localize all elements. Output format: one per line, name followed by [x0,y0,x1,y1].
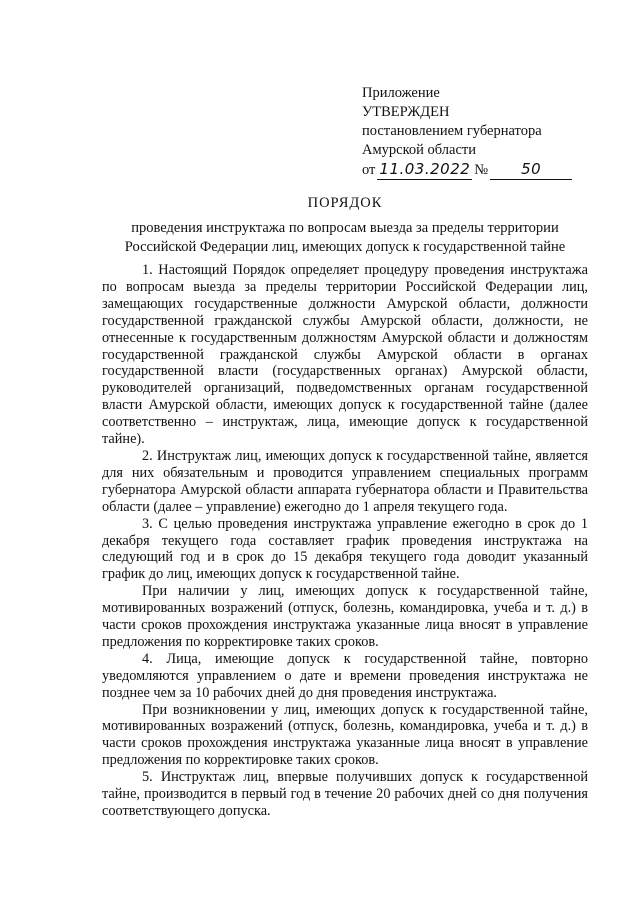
paragraph-4-note: При возникновении у лиц, имеющих допуск к государственной тайне, мотивированных возражений (отпуск, болезнь, командировка, учеба и т. д.) в части сроков прохождения инструктажа указанные лица вносят в управление предложения по корректировке таких сроков. [102,701,588,769]
approval-decree-label: постановлением губернатора [362,123,542,139]
approval-number-label: № [474,162,489,178]
paragraph-3: 3. С целью проведения инструктажа управление ежегодно в срок до 1 декабря текущего года составляет график проведения инструктажа на следующий год и в срок до 15 декабря текущего года доводит указанный график до лиц, имеющих допуск к государственной тайне. [102,515,588,583]
approval-date-handwritten: 11.03.2022 [379,160,471,178]
approval-region-label: Амурской области [362,142,476,158]
paragraph-5: 5. Инструктаж лиц, впервые получивших допуск к государственной тайне, производится в первый год в течение 20 рабочих дней со дня получения соответствующего допуска. [102,769,588,819]
approval-block [362,84,582,180]
paragraph-2: 2. Инструктаж лиц, имеющих допуск к государственной тайне, является для них обязательным и проводится управлением специальных программ губернатора Амурской области аппарата губернатора области и Правительства области (далее – управление) ежегодно до 1 апреля текущего года. [102,447,588,515]
paragraph-1: 1. Настоящий Порядок определяет процедуру проведения инструктажа по вопросам выезда за пределы территории Российской Федерации лиц, замещающих государственные должности Амурской области, должности государственной гражданской службы Амурской области, должности, не отнесенные к государственным должностям Амурской области и должностям государственной гражданской службы Амурской области в органах государственной власти (государственных органах) Амурской области, руководителей организаций, подведомственных органам государственной власти Амурской области, имеющих допуск к государственной тайне (далее соответственно – инструктаж, лица, имеющие допуск к государственной тайне). [102,262,588,448]
approval-appendix-label: Приложение [362,85,440,101]
document-subtitle: проведения инструктажа по вопросам выезда за пределы территории Российской Федерации лиц, имеющих допуск к государственной тайне [124,220,566,255]
approval-number-handwritten: 50 [490,160,572,180]
document-title-block [100,194,590,257]
paragraph-4: 4. Лица, имеющие допуск к государственной тайне, повторно уведомляются управлением о дате и времени проведения инструктажа не позднее чем за 10 рабочих дней до дня проведения инструктажа. [102,650,588,701]
document-title: ПОРЯДОК [307,195,383,211]
approval-from-label: от [362,162,376,178]
approval-date-number-line [362,160,582,180]
document-body [102,262,588,820]
approval-approved-label: УТВЕРЖДЕН [362,104,450,120]
paragraph-3-note: При наличии у лиц, имеющих допуск к государственной тайне, мотивированных возражений (отпуск, болезнь, командировка, учеба и т. д.) в части сроков прохождения инструктажа указанные лица вносят в управление предложения по корректировке таких сроков. [102,583,588,650]
